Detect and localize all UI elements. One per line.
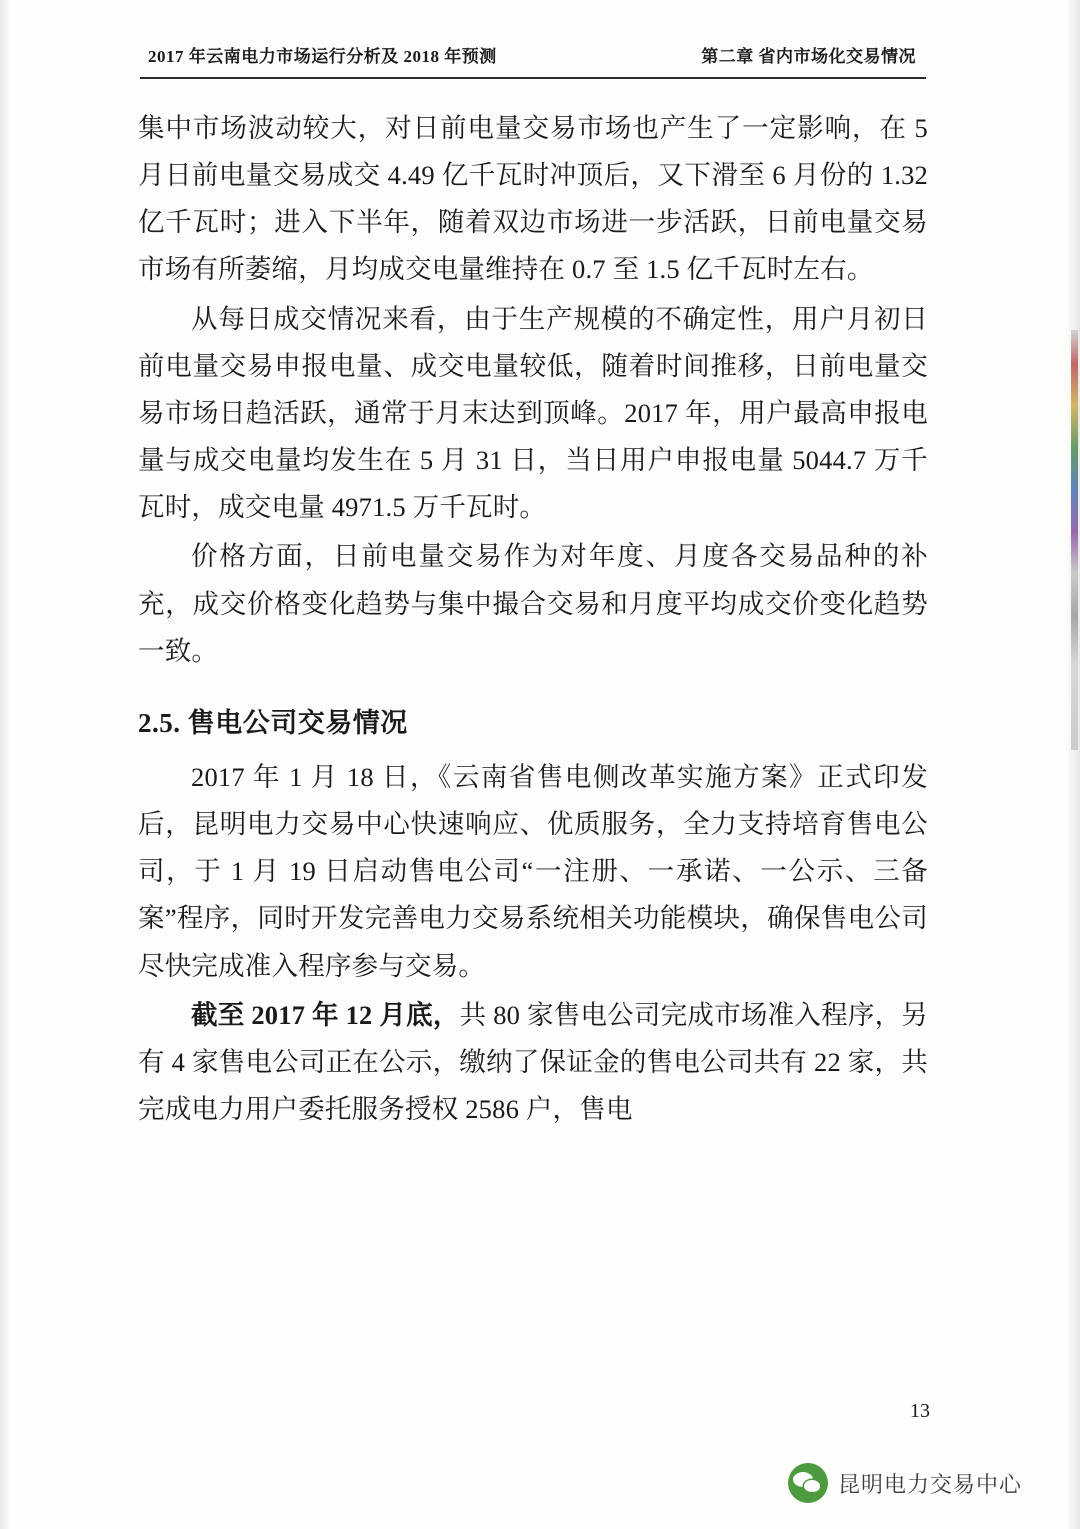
header-rule	[140, 77, 926, 79]
paragraph-3: 价格方面，日前电量交易作为对年度、月度各交易品种的补充，成交价格变化趋势与集中撮合交易和月度平均成交价变化趋势一致。	[138, 541, 928, 666]
scan-edge-left	[0, 0, 10, 1529]
running-head-left: 2017 年云南电力市场运行分析及 2018 年预测	[148, 47, 497, 66]
wechat-label: 昆明电力交易中心	[837, 1471, 1022, 1497]
wechat-icon	[788, 1463, 828, 1503]
page-content	[138, 42, 928, 1135]
page-number: 13	[910, 1400, 930, 1422]
running-head-right: 第二章 省内市场化交易情况	[701, 47, 916, 66]
section-heading: 2.5. 售电公司交易情况	[138, 707, 408, 738]
paragraph-1: 集中市场波动较大，对日前电量交易市场也产生了一定影响，在 5 月日前电量交易成交 4.49 亿千瓦时冲顶后，又下滑至 6 月份的 1.32 亿千瓦时；进入下半年，随着双边市场进一步活跃，日前电量交易市场有所萎缩，月均成交电量维持在 0.7 至 1.5 亿千瓦时左右。	[138, 113, 928, 285]
final-paragraph	[138, 992, 928, 1133]
section-paragraph-1: 2017 年 1 月 18 日，《云南省售电侧改革实施方案》正式印发后，昆明电力交易中心快速响应、优质服务，全力支持培育售电公司，于 1 月 19 日启动售电公司“一注册、一承诺、一公示、三备案”程序，同时开发完善电力交易系统相关功能模块，确保售电公司尽快完成准入程序参与交易。	[138, 761, 928, 981]
final-paragraph-lead: 截至 2017 年 12 月底，	[191, 999, 460, 1030]
wechat-footer	[788, 1463, 1022, 1503]
final-paragraph-rest: 共 80 家售电公司完成市场准入程序，另有 4 家售电公司正在公示，缴纳了保证金的售电公司共有 22 家，共完成电力用户委托服务授权 2586 户，售电	[138, 999, 929, 1124]
running-head	[138, 42, 928, 77]
scan-edge-right	[1066, 0, 1080, 1529]
paragraph-2: 从每日成交情况来看，由于生产规模的不确定性，用户月初日前电量交易申报电量、成交电量较低，随着时间推移，日前电量交易市场日趋活跃，通常于月末达到顶峰。2017 年，用户最高申报电量与成交电量均发生在 5 月 31 日，当日用户申报电量 5044.7 万千瓦时，成交电量 4971.5 万千瓦时。	[138, 303, 928, 523]
scan-color-strip	[1071, 330, 1078, 750]
